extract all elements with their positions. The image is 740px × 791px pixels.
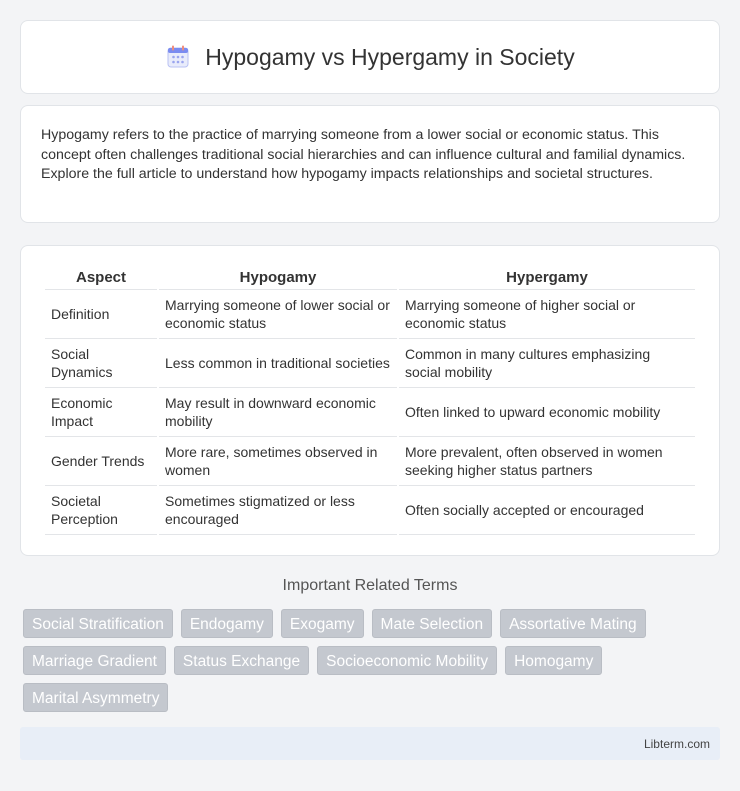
table-cell: Marrying someone of lower social or economic status [159,290,397,339]
term-tag[interactable]: Endogamy [181,609,273,638]
table-cell: More rare, sometimes observed in women [159,437,397,486]
column-header-aspect: Aspect [45,266,157,290]
term-tag[interactable]: Social Stratification [23,609,173,638]
table-cell: Social Dynamics [45,339,157,388]
footer-site-link[interactable]: Libterm.com [643,736,710,751]
related-terms-title: Important Related Terms [282,577,458,594]
table-cell: Gender Trends [45,437,157,486]
table-header-row [45,266,695,290]
intro-card [20,105,720,223]
table-row [45,290,695,339]
comparison-table [43,266,697,535]
table-cell: May result in downward economic mobility [159,388,397,437]
table-row [45,388,695,437]
table-cell: Less common in traditional societies [159,339,397,388]
related-terms-list [23,609,723,712]
table-cell: Definition [45,290,157,339]
term-tag[interactable]: Exogamy [281,609,364,638]
term-tag[interactable]: Socioeconomic Mobility [317,646,497,675]
table-row [45,437,695,486]
term-tag[interactable]: Homogamy [505,646,602,675]
column-header-hypogamy: Hypogamy [159,266,397,290]
title-wrap [165,44,574,71]
table-cell: Sometimes stigmatized or less encouraged [159,486,397,535]
term-tag[interactable]: Status Exchange [174,646,309,675]
intro-text: Hypogamy refers to the practice of marrying someone from a lower social or economic status. This concept often challenges traditional social hierarchies and can influence cultural and familial dynamics. Explore the full article to understand how hypogamy impacts relationships and societal structures. [41,127,686,182]
table-cell: Marrying someone of higher social or economic status [399,290,695,339]
page-title: Hypogamy vs Hypergamy in Society [205,43,575,70]
header-card [20,20,720,94]
table-cell: Often linked to upward economic mobility [399,388,695,437]
table-card [20,245,720,556]
term-tag[interactable]: Marriage Gradient [23,646,166,675]
footer [20,727,720,760]
table-cell: Common in many cultures emphasizing social mobility [399,339,695,388]
term-tag[interactable]: Mate Selection [372,609,493,638]
term-tag[interactable]: Marital Asymmetry [23,683,168,712]
term-tag[interactable]: Assortative Mating [500,609,646,638]
table-cell: Economic Impact [45,388,157,437]
table-cell: Often socially accepted or encouraged [399,486,695,535]
calendar-icon [165,44,191,70]
table-row [45,486,695,535]
table-cell: Societal Perception [45,486,157,535]
table-cell: More prevalent, often observed in women seeking higher status partners [399,437,695,486]
table-row [45,339,695,388]
column-header-hypergamy: Hypergamy [399,266,695,290]
